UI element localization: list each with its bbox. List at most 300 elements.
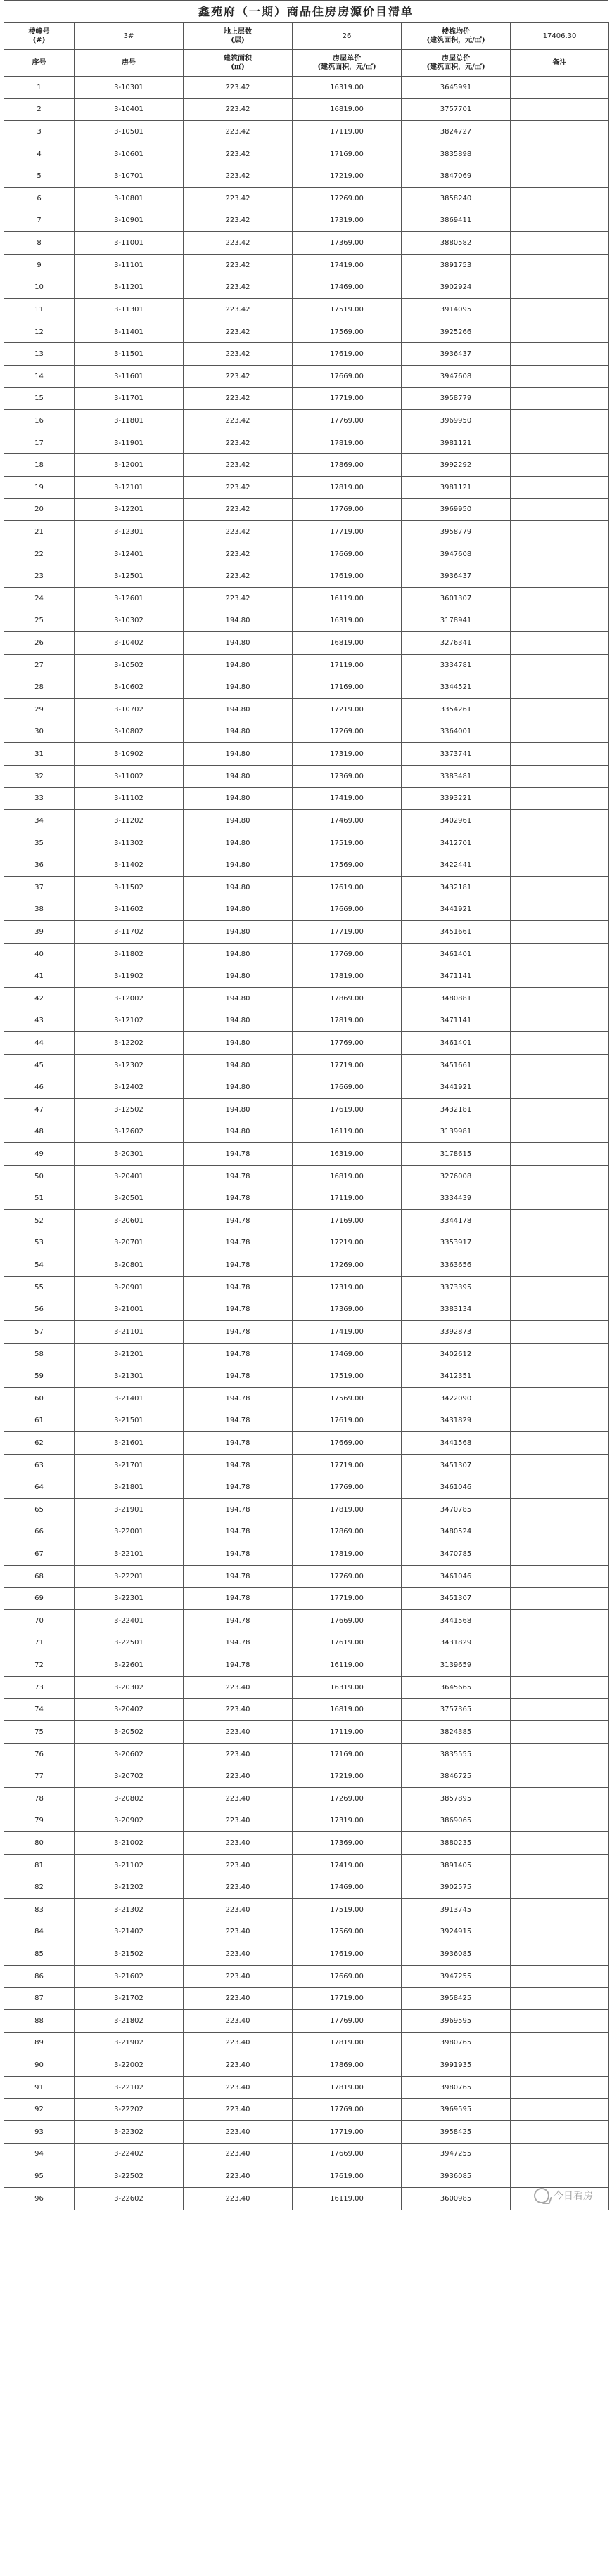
- row-seq: 65: [4, 1499, 75, 1521]
- table-row: [4, 1010, 609, 1032]
- row-area: 223.40: [184, 2099, 293, 2121]
- row-total: 3461401: [402, 1032, 511, 1055]
- row-unit-price: 16319.00: [293, 77, 402, 99]
- row-remark: [511, 1165, 609, 1187]
- row-area: 223.40: [184, 1965, 293, 1988]
- table-row: [4, 1810, 609, 1832]
- table-row: [4, 2121, 609, 2144]
- row-area: 194.78: [184, 1143, 293, 1166]
- row-seq: 22: [4, 543, 75, 565]
- row-unit-price: 16819.00: [293, 1699, 402, 1721]
- row-unit-price: 17119.00: [293, 654, 402, 676]
- row-total: 3902575: [402, 1876, 511, 1899]
- col-room: 房号: [75, 50, 184, 77]
- table-row: [4, 1454, 609, 1476]
- row-total: 3913745: [402, 1898, 511, 1921]
- avg-price-label: 楼栋均价 (建筑面积，元/㎡): [402, 23, 511, 50]
- row-remark: [511, 1988, 609, 2010]
- row-area: 194.80: [184, 1076, 293, 1099]
- row-room: 3-12501: [75, 565, 184, 588]
- row-unit-price: 17819.00: [293, 476, 402, 498]
- row-seq: 47: [4, 1099, 75, 1121]
- row-area: 194.78: [184, 1565, 293, 1588]
- row-total: 3947608: [402, 365, 511, 387]
- row-unit-price: 17669.00: [293, 365, 402, 387]
- table-row: [4, 1499, 609, 1521]
- table-row: [4, 810, 609, 832]
- row-total: 3958779: [402, 521, 511, 543]
- row-unit-price: 16819.00: [293, 1165, 402, 1187]
- row-unit-price: 16819.00: [293, 98, 402, 121]
- row-seq: 88: [4, 2010, 75, 2033]
- row-unit-price: 16119.00: [293, 1654, 402, 1677]
- row-area: 194.78: [184, 1387, 293, 1410]
- row-remark: [511, 699, 609, 721]
- row-unit-price: 17669.00: [293, 1610, 402, 1632]
- row-remark: [511, 1010, 609, 1032]
- table-row: [4, 543, 609, 565]
- row-room: 3-10302: [75, 610, 184, 632]
- table-row: [4, 2010, 609, 2033]
- table-row: [4, 1965, 609, 1988]
- row-seq: 7: [4, 210, 75, 232]
- row-total: 3461046: [402, 1565, 511, 1588]
- row-remark: [511, 2010, 609, 2033]
- row-total: 3441921: [402, 1076, 511, 1099]
- row-remark: [511, 299, 609, 321]
- row-unit-price: 17169.00: [293, 676, 402, 699]
- row-unit-price: 17619.00: [293, 1632, 402, 1654]
- row-room: 3-21001: [75, 1299, 184, 1321]
- table-row: [4, 1832, 609, 1855]
- table-row: [4, 1787, 609, 1810]
- row-unit-price: 16319.00: [293, 1676, 402, 1699]
- row-remark: [511, 632, 609, 655]
- row-unit-price: 17319.00: [293, 1810, 402, 1832]
- row-total: 3139659: [402, 1654, 511, 1677]
- table-row: [4, 765, 609, 787]
- row-unit-price: 17819.00: [293, 1543, 402, 1566]
- table-row: [4, 1387, 609, 1410]
- row-unit-price: 17269.00: [293, 1254, 402, 1277]
- row-unit-price: 17569.00: [293, 1387, 402, 1410]
- table-row: [4, 299, 609, 321]
- row-room: 3-12401: [75, 543, 184, 565]
- row-seq: 32: [4, 765, 75, 787]
- row-unit-price: 17219.00: [293, 699, 402, 721]
- row-unit-price: 17869.00: [293, 987, 402, 1010]
- row-room: 3-21702: [75, 1988, 184, 2010]
- row-room: 3-20401: [75, 1165, 184, 1187]
- row-unit-price: 17719.00: [293, 921, 402, 944]
- row-seq: 94: [4, 2143, 75, 2165]
- row-remark: [511, 610, 609, 632]
- column-header-row: [4, 50, 609, 77]
- row-room: 3-21302: [75, 1898, 184, 1921]
- row-room: 3-11101: [75, 254, 184, 276]
- row-area: 223.42: [184, 588, 293, 610]
- row-room: 3-22101: [75, 1543, 184, 1566]
- row-remark: [511, 165, 609, 188]
- row-seq: 82: [4, 1876, 75, 1899]
- row-unit-price: 17719.00: [293, 1454, 402, 1476]
- row-seq: 6: [4, 188, 75, 210]
- row-seq: 87: [4, 1988, 75, 2010]
- row-remark: [511, 188, 609, 210]
- row-seq: 29: [4, 699, 75, 721]
- row-seq: 48: [4, 1121, 75, 1143]
- row-unit-price: 17169.00: [293, 1210, 402, 1232]
- row-total: 3869065: [402, 1810, 511, 1832]
- row-seq: 86: [4, 1965, 75, 1988]
- col-seq: 序号: [4, 50, 75, 77]
- row-area: 223.40: [184, 1810, 293, 1832]
- row-seq: 81: [4, 1854, 75, 1876]
- row-seq: 79: [4, 1810, 75, 1832]
- row-room: 3-10301: [75, 77, 184, 99]
- row-remark: [511, 832, 609, 854]
- row-seq: 66: [4, 1521, 75, 1543]
- table-row: [4, 1143, 609, 1166]
- row-total: 3461401: [402, 943, 511, 965]
- row-area: 194.80: [184, 654, 293, 676]
- row-seq: 78: [4, 1787, 75, 1810]
- row-total: 3373741: [402, 743, 511, 766]
- row-remark: [511, 1343, 609, 1365]
- row-room: 3-21802: [75, 2010, 184, 2033]
- row-area: 223.40: [184, 1854, 293, 1876]
- row-seq: 5: [4, 165, 75, 188]
- table-row: [4, 121, 609, 143]
- row-seq: 54: [4, 1254, 75, 1277]
- row-room: 3-10601: [75, 143, 184, 165]
- row-room: 3-22501: [75, 1632, 184, 1654]
- row-room: 3-12301: [75, 521, 184, 543]
- row-remark: [511, 1832, 609, 1855]
- row-area: 194.80: [184, 743, 293, 766]
- row-total: 3824727: [402, 121, 511, 143]
- row-remark: [511, 1543, 609, 1566]
- row-unit-price: 17769.00: [293, 1565, 402, 1588]
- row-seq: 12: [4, 321, 75, 343]
- row-area: 194.78: [184, 1521, 293, 1543]
- row-area: 223.40: [184, 2165, 293, 2188]
- row-seq: 31: [4, 743, 75, 766]
- row-unit-price: 17769.00: [293, 1476, 402, 1499]
- row-unit-price: 17419.00: [293, 787, 402, 810]
- row-room: 3-22601: [75, 1654, 184, 1677]
- row-room: 3-21202: [75, 1876, 184, 1899]
- row-total: 3471141: [402, 1010, 511, 1032]
- row-remark: [511, 1898, 609, 1921]
- row-area: 223.40: [184, 2187, 293, 2210]
- row-area: 194.78: [184, 1454, 293, 1476]
- col-area: 建筑面积 (㎡): [184, 50, 293, 77]
- row-area: 223.42: [184, 565, 293, 588]
- row-area: 223.40: [184, 1765, 293, 1788]
- table-row: [4, 1676, 609, 1699]
- row-unit-price: 17769.00: [293, 2010, 402, 2033]
- row-remark: [511, 1232, 609, 1254]
- table-row: [4, 588, 609, 610]
- row-area: 223.42: [184, 432, 293, 454]
- row-area: 223.42: [184, 387, 293, 410]
- row-room: 3-11402: [75, 854, 184, 877]
- row-total: 3958425: [402, 2121, 511, 2144]
- row-room: 3-10401: [75, 98, 184, 121]
- row-remark: [511, 2165, 609, 2188]
- row-seq: 73: [4, 1676, 75, 1699]
- row-total: 3353917: [402, 1232, 511, 1254]
- row-unit-price: 17769.00: [293, 943, 402, 965]
- row-area: 194.78: [184, 1588, 293, 1610]
- row-remark: [511, 1054, 609, 1076]
- row-remark: [511, 2054, 609, 2077]
- row-total: 3980765: [402, 2032, 511, 2054]
- row-remark: [511, 1654, 609, 1677]
- row-room: 3-11601: [75, 365, 184, 387]
- row-unit-price: 17719.00: [293, 1054, 402, 1076]
- row-area: 223.40: [184, 1898, 293, 1921]
- row-area: 194.78: [184, 1210, 293, 1232]
- row-total: 3461046: [402, 1476, 511, 1499]
- table-row: [4, 1165, 609, 1187]
- row-room: 3-10602: [75, 676, 184, 699]
- row-room: 3-10501: [75, 121, 184, 143]
- row-room: 3-10701: [75, 165, 184, 188]
- row-room: 3-12601: [75, 588, 184, 610]
- row-total: 3139981: [402, 1121, 511, 1143]
- row-seq: 53: [4, 1232, 75, 1254]
- row-area: 194.80: [184, 965, 293, 988]
- row-remark: [511, 1632, 609, 1654]
- row-seq: 25: [4, 610, 75, 632]
- row-area: 223.42: [184, 254, 293, 276]
- row-seq: 27: [4, 654, 75, 676]
- row-remark: [511, 1143, 609, 1166]
- row-area: 194.78: [184, 1321, 293, 1344]
- row-room: 3-21601: [75, 1432, 184, 1455]
- row-seq: 57: [4, 1321, 75, 1344]
- row-room: 3-21301: [75, 1365, 184, 1388]
- row-room: 3-21501: [75, 1410, 184, 1432]
- row-seq: 52: [4, 1210, 75, 1232]
- table-row: [4, 232, 609, 255]
- row-seq: 23: [4, 565, 75, 588]
- table-row: [4, 321, 609, 343]
- row-seq: 50: [4, 1165, 75, 1187]
- table-row: [4, 2054, 609, 2077]
- col-remark: 备注: [511, 50, 609, 77]
- row-room: 3-11102: [75, 787, 184, 810]
- row-remark: [511, 1121, 609, 1143]
- row-unit-price: 17219.00: [293, 1765, 402, 1788]
- row-unit-price: 17469.00: [293, 1876, 402, 1899]
- row-unit-price: 17369.00: [293, 765, 402, 787]
- table-row: [4, 77, 609, 99]
- row-remark: [511, 210, 609, 232]
- row-remark: [511, 2032, 609, 2054]
- row-remark: [511, 1810, 609, 1832]
- table-row: [4, 276, 609, 299]
- row-seq: 85: [4, 1943, 75, 1966]
- row-remark: [511, 1099, 609, 1121]
- row-seq: 1: [4, 77, 75, 99]
- row-total: 3936437: [402, 343, 511, 366]
- row-remark: [511, 498, 609, 521]
- row-total: 3645665: [402, 1676, 511, 1699]
- col-unit-price: 房屋单价 (建筑面积，元/㎡): [293, 50, 402, 77]
- row-remark: [511, 1076, 609, 1099]
- row-area: 223.42: [184, 521, 293, 543]
- row-unit-price: 17719.00: [293, 2121, 402, 2144]
- table-row: [4, 1543, 609, 1566]
- row-room: 3-22201: [75, 1565, 184, 1588]
- row-room: 3-21901: [75, 1499, 184, 1521]
- table-row: [4, 1099, 609, 1121]
- row-seq: 16: [4, 410, 75, 432]
- row-unit-price: 17669.00: [293, 2143, 402, 2165]
- row-remark: [511, 1521, 609, 1543]
- row-room: 3-11801: [75, 410, 184, 432]
- row-area: 223.42: [184, 210, 293, 232]
- row-room: 3-11201: [75, 276, 184, 299]
- row-seq: 33: [4, 787, 75, 810]
- row-seq: 36: [4, 854, 75, 877]
- row-seq: 51: [4, 1187, 75, 1210]
- row-area: 194.80: [184, 876, 293, 899]
- row-total: 3432181: [402, 1099, 511, 1121]
- table-row: [4, 1765, 609, 1788]
- row-area: 194.80: [184, 1121, 293, 1143]
- row-unit-price: 17369.00: [293, 1832, 402, 1855]
- row-seq: 49: [4, 1143, 75, 1166]
- row-area: 223.40: [184, 1676, 293, 1699]
- row-area: 223.40: [184, 2121, 293, 2144]
- table-row: [4, 1588, 609, 1610]
- row-unit-price: 17119.00: [293, 121, 402, 143]
- row-remark: [511, 2076, 609, 2099]
- row-room: 3-10702: [75, 699, 184, 721]
- row-total: 3441568: [402, 1432, 511, 1455]
- table-row: [4, 699, 609, 721]
- row-unit-price: 17319.00: [293, 1276, 402, 1299]
- row-area: 223.42: [184, 343, 293, 366]
- row-total: 3880235: [402, 1832, 511, 1855]
- row-room: 3-11501: [75, 343, 184, 366]
- row-remark: [511, 121, 609, 143]
- table-row: [4, 2076, 609, 2099]
- row-seq: 37: [4, 876, 75, 899]
- row-seq: 75: [4, 1721, 75, 1744]
- table-row: [4, 654, 609, 676]
- row-area: 223.42: [184, 188, 293, 210]
- row-seq: 63: [4, 1454, 75, 1476]
- row-room: 3-11802: [75, 943, 184, 965]
- row-unit-price: 16319.00: [293, 610, 402, 632]
- row-unit-price: 17619.00: [293, 876, 402, 899]
- row-area: 194.78: [184, 1365, 293, 1388]
- row-seq: 96: [4, 2187, 75, 2210]
- table-row: [4, 143, 609, 165]
- row-remark: [511, 432, 609, 454]
- row-unit-price: 17469.00: [293, 1343, 402, 1365]
- row-seq: 45: [4, 1054, 75, 1076]
- row-unit-price: 17569.00: [293, 854, 402, 877]
- row-area: 194.78: [184, 1476, 293, 1499]
- row-area: 223.40: [184, 1743, 293, 1765]
- row-unit-price: 17469.00: [293, 810, 402, 832]
- table-row: [4, 365, 609, 387]
- row-remark: [511, 1410, 609, 1432]
- row-seq: 76: [4, 1743, 75, 1765]
- row-seq: 59: [4, 1365, 75, 1388]
- watermark: [534, 2188, 593, 2203]
- row-total: 3441568: [402, 1610, 511, 1632]
- row-total: 3601307: [402, 588, 511, 610]
- row-area: 194.78: [184, 1254, 293, 1277]
- table-row: [4, 1654, 609, 1677]
- row-total: 3981121: [402, 476, 511, 498]
- row-remark: [511, 1676, 609, 1699]
- row-unit-price: 17119.00: [293, 1187, 402, 1210]
- row-unit-price: 17869.00: [293, 1521, 402, 1543]
- row-area: 223.40: [184, 2010, 293, 2033]
- row-unit-price: 17619.00: [293, 565, 402, 588]
- row-total: 3936085: [402, 1943, 511, 1966]
- row-room: 3-11302: [75, 832, 184, 854]
- table-row: [4, 1699, 609, 1721]
- row-remark: [511, 1365, 609, 1388]
- row-remark: [511, 1032, 609, 1055]
- row-seq: 70: [4, 1610, 75, 1632]
- row-unit-price: 17719.00: [293, 521, 402, 543]
- row-area: 223.42: [184, 321, 293, 343]
- row-area: 223.40: [184, 1876, 293, 1899]
- table-row: [4, 921, 609, 944]
- table-row: [4, 1121, 609, 1143]
- row-area: 223.42: [184, 498, 293, 521]
- row-area: 194.78: [184, 1232, 293, 1254]
- row-remark: [511, 765, 609, 787]
- row-total: 3432181: [402, 876, 511, 899]
- row-room: 3-20302: [75, 1676, 184, 1699]
- row-area: 223.40: [184, 1832, 293, 1855]
- row-total: 3991935: [402, 2054, 511, 2077]
- row-total: 3980765: [402, 2076, 511, 2099]
- building-info-row: [4, 23, 609, 50]
- row-room: 3-11301: [75, 299, 184, 321]
- table-row: [4, 876, 609, 899]
- row-total: 3869411: [402, 210, 511, 232]
- table-row: [4, 787, 609, 810]
- row-remark: [511, 143, 609, 165]
- row-area: 194.80: [184, 721, 293, 743]
- table-row: [4, 1854, 609, 1876]
- row-remark: [511, 454, 609, 477]
- row-total: 3757701: [402, 98, 511, 121]
- table-row: [4, 2187, 609, 2210]
- row-area: 194.78: [184, 1343, 293, 1365]
- row-area: 223.40: [184, 2143, 293, 2165]
- row-total: 3373395: [402, 1276, 511, 1299]
- row-seq: 62: [4, 1432, 75, 1455]
- row-total: 3451307: [402, 1588, 511, 1610]
- table-row: [4, 1410, 609, 1432]
- row-unit-price: 17719.00: [293, 387, 402, 410]
- row-seq: 55: [4, 1276, 75, 1299]
- row-area: 223.40: [184, 1921, 293, 1943]
